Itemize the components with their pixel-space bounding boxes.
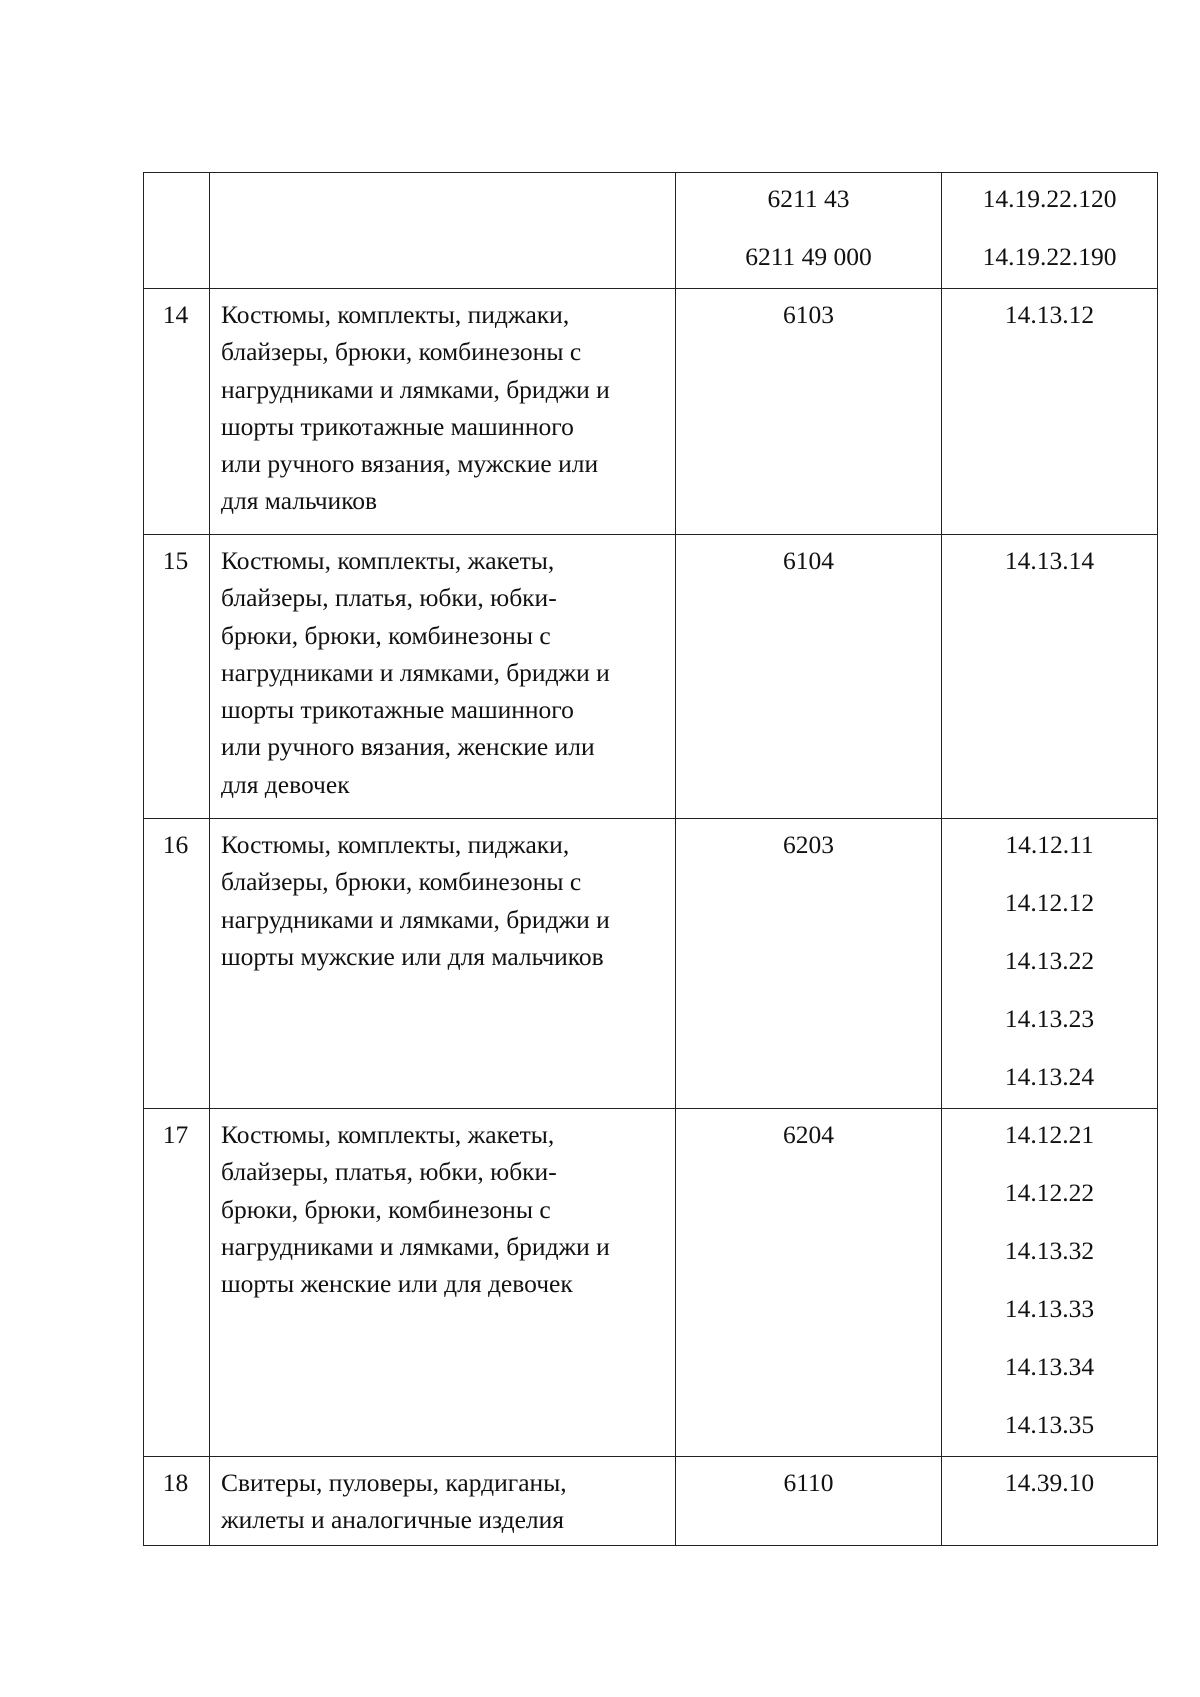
hs-code-cell bbox=[676, 535, 942, 819]
row-number: 15 bbox=[162, 546, 189, 575]
product-name: Костюмы, комплекты, жакеты, блайзеры, платья, юбки, юбки- брюки, брюки, комбинезоны с нагрудниками и лямками, бриджи и шорты трикотажные машинного или ручного вязания, женские или для девочек bbox=[221, 546, 610, 799]
okpd-code-list bbox=[942, 535, 1157, 579]
okpd-code-cell bbox=[942, 173, 1158, 289]
okpd-code: 14.13.24 bbox=[1004, 1062, 1095, 1091]
product-name: Свитеры, пуловеры, кардиганы, жилеты и аналогичные изделия bbox=[221, 1468, 567, 1535]
hs-code: 6110 bbox=[783, 1468, 834, 1497]
hs-code: 6103 bbox=[783, 300, 834, 329]
row-number-cell bbox=[144, 289, 210, 535]
okpd-code: 14.13.35 bbox=[1004, 1410, 1095, 1439]
hs-code: 6204 bbox=[783, 1120, 834, 1149]
okpd-code-list bbox=[942, 289, 1157, 333]
product-name: Костюмы, комплекты, жакеты, блайзеры, платья, юбки, юбки- брюки, брюки, комбинезоны с нагрудниками и лямками, бриджи и шорты женские или для девочек bbox=[221, 1120, 610, 1299]
row-number: 16 bbox=[162, 830, 189, 859]
table-row bbox=[144, 819, 1158, 1109]
hs-code: 6104 bbox=[783, 546, 834, 575]
row-number-cell bbox=[144, 1109, 210, 1457]
okpd-code-cell bbox=[942, 819, 1158, 1109]
hs-code-list bbox=[676, 1109, 941, 1153]
table-row bbox=[144, 289, 1158, 535]
product-name-cell bbox=[210, 1109, 676, 1457]
product-name-cell bbox=[210, 535, 676, 819]
product-name bbox=[210, 173, 675, 186]
row-number: 14 bbox=[162, 300, 189, 329]
hs-code-cell bbox=[676, 289, 942, 535]
hs-code-list bbox=[676, 819, 941, 863]
okpd-code: 14.13.32 bbox=[1004, 1236, 1095, 1265]
okpd-code: 14.12.11 bbox=[1005, 830, 1094, 859]
product-name-cell bbox=[210, 289, 676, 535]
okpd-code-list bbox=[942, 819, 1157, 1095]
okpd-code-cell bbox=[942, 535, 1158, 819]
product-name: Костюмы, комплекты, пиджаки, блайзеры, брюки, комбинезоны с нагрудниками и лямками, бриджи и шорты трикотажные машинного или ручного вязания, мужские или для мальчиков bbox=[221, 300, 610, 516]
table-row bbox=[144, 535, 1158, 819]
row-number bbox=[144, 173, 209, 180]
okpd-code-list bbox=[942, 173, 1157, 275]
row-number-cell bbox=[144, 1457, 210, 1546]
okpd-code: 14.39.10 bbox=[1004, 1468, 1095, 1497]
hs-code-list bbox=[676, 173, 941, 275]
product-name-cell bbox=[210, 1457, 676, 1546]
hs-code: 6203 bbox=[783, 830, 834, 859]
table-row bbox=[144, 1457, 1158, 1546]
row-number-cell bbox=[144, 173, 210, 289]
okpd-code: 14.19.22.190 bbox=[982, 242, 1117, 271]
hs-code-cell bbox=[676, 173, 942, 289]
goods-code-table bbox=[143, 172, 1158, 1546]
row-number: 18 bbox=[162, 1468, 189, 1497]
okpd-code: 14.12.12 bbox=[1004, 888, 1095, 917]
hs-code-list bbox=[676, 289, 941, 333]
row-number-cell bbox=[144, 535, 210, 819]
hs-code: 6211 43 bbox=[767, 184, 850, 213]
okpd-code: 14.12.22 bbox=[1004, 1178, 1095, 1207]
table-row bbox=[144, 1109, 1158, 1457]
okpd-code: 14.13.23 bbox=[1004, 1004, 1095, 1033]
okpd-code: 14.13.34 bbox=[1004, 1352, 1095, 1381]
hs-code-cell bbox=[676, 1109, 942, 1457]
okpd-code-cell bbox=[942, 1109, 1158, 1457]
product-name: Костюмы, комплекты, пиджаки, блайзеры, брюки, комбинезоны с нагрудниками и лямками, бриджи и шорты мужские или для мальчиков bbox=[221, 830, 610, 971]
hs-code-cell bbox=[676, 1457, 942, 1546]
hs-code-list bbox=[676, 535, 941, 579]
row-number-cell bbox=[144, 819, 210, 1109]
okpd-code-list bbox=[942, 1457, 1157, 1501]
hs-code-list bbox=[676, 1457, 941, 1501]
okpd-code: 14.19.22.120 bbox=[982, 184, 1117, 213]
okpd-code: 14.12.21 bbox=[1004, 1120, 1095, 1149]
product-name-cell bbox=[210, 819, 676, 1109]
okpd-code: 14.13.14 bbox=[1004, 546, 1095, 575]
okpd-code: 14.13.22 bbox=[1004, 946, 1095, 975]
okpd-code: 14.13.33 bbox=[1004, 1294, 1095, 1323]
hs-code-cell bbox=[676, 819, 942, 1109]
product-name-cell bbox=[210, 173, 676, 289]
okpd-code-list bbox=[942, 1109, 1157, 1443]
okpd-code-cell bbox=[942, 1457, 1158, 1546]
hs-code: 6211 49 000 bbox=[745, 242, 872, 271]
table-row-continuation bbox=[144, 173, 1158, 289]
okpd-code-cell bbox=[942, 289, 1158, 535]
okpd-code: 14.13.12 bbox=[1004, 300, 1095, 329]
row-number: 17 bbox=[162, 1120, 189, 1149]
